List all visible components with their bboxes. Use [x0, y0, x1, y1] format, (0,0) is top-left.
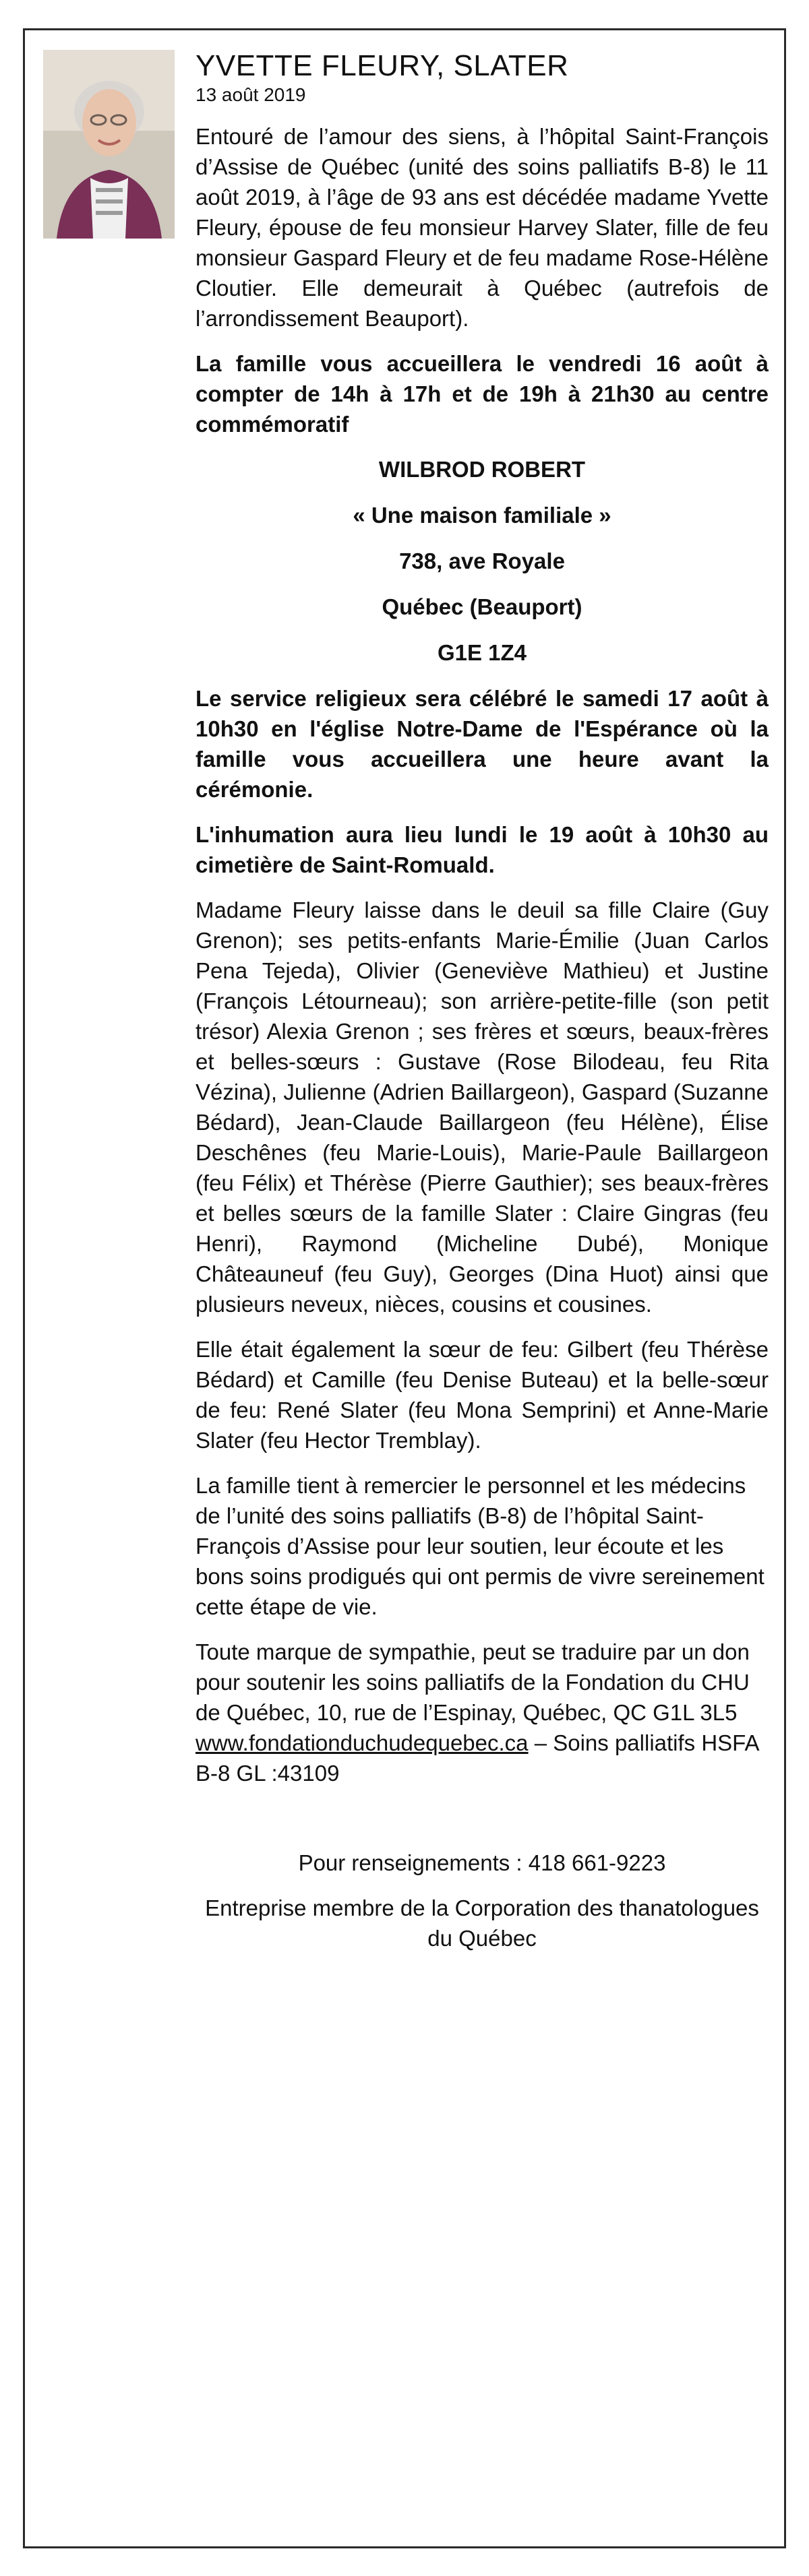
- predeceased-paragraph: Elle était également la sœur de feu: Gilbert (feu Thérèse Bédard) et Camille (feu Denise Buteau) et la belle-sœur de feu: René Slater (feu Mona Semprini) et Anne-Marie Slater (feu Hector Tremblay).: [196, 1337, 769, 1453]
- visitation-paragraph: La famille vous accueillera le vendredi 16 août à compter de 14h à 17h et de 19h à 21h30 au centre commémoratif: [196, 351, 769, 437]
- burial-paragraph: L'inhumation aura lieu lundi le 19 août à 10h30 au cimetière de Saint-Romuald.: [196, 822, 769, 877]
- thanks-paragraph: La famille tient à remercier le personnel et les médecins de l’unité des soins palliatifs (B-8) de l’hôpital Saint-François d’Assise pour leur soutien, leur écoute et les bons soins prodigués qui ont permis de vivre sereinement cette étape de vie.: [196, 1473, 765, 1619]
- deceased-name: YVETTE FLEURY, SLATER: [196, 49, 569, 82]
- survivors-paragraph: Madame Fleury laisse dans le deuil sa fille Claire (Guy Grenon); ses petits-enfants Marie-Émilie (Juan Carlos Pena Tejeda), Olivier (Geneviève Mathieu) et Justine (François Létourneau); son arrière-petite-fille (son petit trésor) Alexia Grenon ; ses frères et sœurs, beaux-frères et belles-sœurs : Gustave (Rose Bilodeau, feu Rita Vézina), Julienne (Adrien Baillargeon), Gaspard (Suzanne Bédard), Jean-Claude Baillargeon (feu Hélène), Élise Deschênes (feu Marie-Louis), Marie-Paule Baillargeon (feu Félix) et Thérèse (Pierre Gauthier); ses beaux-frères et belles sœurs de la famille Slater : Claire Gingras (feu Henri), Raymond (Micheline Dubé), Monique Châteauneuf (feu Guy), Georges (Dina Huot) ainsi que plusieurs neveux, nièces, cousins et cousines.: [196, 898, 769, 1317]
- funeral-home-street: 738, ave Royale: [399, 548, 565, 573]
- donation-text: Toute marque de sympathie, peut se traduire par un don pour soutenir les soins palliatifs de la Fondation du CHU de Québec, 10, rue de l’Espinay, Québec, QC G1L 3L5: [196, 1639, 750, 1725]
- intro-paragraph: Entouré de l’amour des siens, à l’hôpital Saint-François d’Assise de Québec (unité des soins palliatifs B-8) le 11 août 2019, à l’âge de 93 ans est décédée madame Yvette Fleury, épouse de feu monsieur Harvey Slater, fille de feu monsieur Gaspard Fleury et de feu madame Rose-Hélène Cloutier. Elle demeurait à Québec (autrefois de l’arrondissement Beauport).: [196, 124, 769, 331]
- donation-suffix: – Soins palliatifs HSFA B-8 GL :43109: [196, 1730, 758, 1786]
- funeral-home-name: WILBROD ROBERT: [378, 457, 586, 482]
- funeral-home-postal: G1E 1Z4: [437, 640, 527, 665]
- publication-date: 13 août 2019: [196, 84, 306, 105]
- footer: [196, 1848, 769, 1953]
- funeral-home-city: Québec (Beauport): [382, 594, 582, 619]
- obituary-content: [196, 49, 769, 1968]
- membership-note: Entreprise membre de la Corporation des thanatologues du Québec: [205, 1895, 759, 1951]
- contact-phone: Pour renseignements : 418 661-9223: [298, 1850, 666, 1875]
- portrait-photo: [43, 50, 175, 239]
- funeral-home-tagline: « Une maison familiale »: [353, 503, 611, 528]
- ceremony-paragraph: Le service religieux sera célébré le samedi 17 août à 10h30 en l'église Notre-Dame de l'Espérance où la famille vous accueillera une heure avant la cérémonie.: [196, 686, 769, 802]
- donation-paragraph: [196, 1637, 769, 1788]
- foundation-link[interactable]: www.fondationduchudequebec.ca: [196, 1730, 529, 1755]
- portrait-illustration: [43, 50, 175, 239]
